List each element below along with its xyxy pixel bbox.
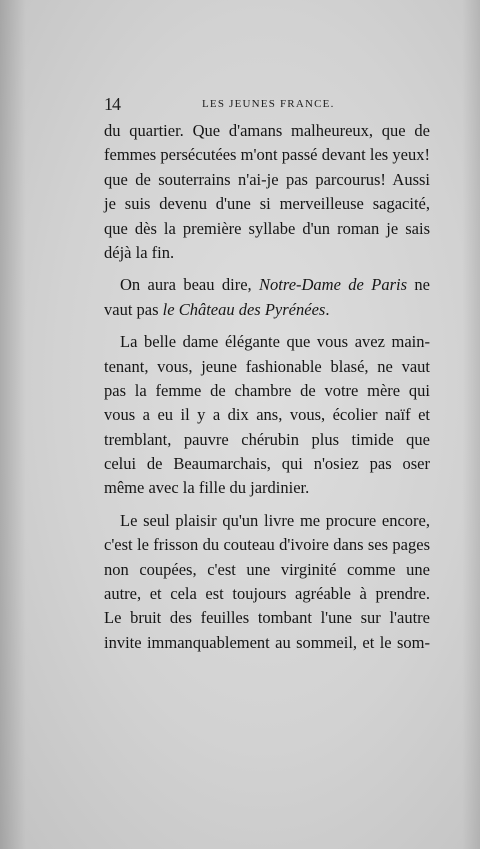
text-line: même avec la fille du jardinier. [104, 478, 310, 498]
text-line: déjà la fin. [104, 242, 175, 262]
paragraph-2 [104, 273, 430, 322]
binding-shadow [0, 0, 26, 849]
text-line [104, 298, 430, 322]
text-line: femmes persécutées m'ont passé devant les yeux! [104, 145, 430, 165]
text-line: tenant, vous, jeune fashionable blasé, ne vaut [104, 356, 430, 376]
book-title-chateau: le Château des Pyrénées [162, 299, 326, 319]
text-line [104, 273, 430, 297]
text-line: du quartier. Que d'amans malheureux, que de [104, 121, 430, 140]
book-title-notre-dame: Notre-Dame de Paris [259, 275, 408, 295]
page-number: 14 [104, 94, 120, 114]
paragraph-3 [104, 330, 430, 501]
text-line: c'est le frisson du couteau d'ivoire dans ses pages [104, 535, 430, 555]
text-line: celui de Beaumarchais, qui n'osiez pas oser [104, 454, 430, 474]
text-run: vaut pas [104, 299, 163, 319]
text-line: Le seul plaisir qu'un livre me procure encore, [120, 510, 430, 530]
paragraph-4 [104, 509, 430, 655]
text-line: que dès la première syllabe d'un roman je sais [104, 218, 430, 238]
text-run: ne [407, 275, 430, 295]
text-line: je suis devenu d'une si merveilleuse sagacité, [104, 194, 430, 214]
text-line: Le bruit des feuilles tombant l'une sur l'autre [104, 608, 430, 628]
running-title: LES JEUNES FRANCE. [202, 98, 335, 110]
paragraph-1 [104, 119, 430, 265]
text-line: que de souterrains n'ai-je pas parcourus! Aussi [104, 169, 430, 189]
text-run: On aura beau dire, [120, 275, 260, 295]
text-line: non coupées, c'est une virginité comme une [104, 559, 430, 579]
text-run: . [325, 299, 330, 319]
text-line: pas la femme de chambre de votre mère qui [104, 380, 430, 400]
text-line: autre, et cela est toujours agréable à prendre. [104, 584, 430, 604]
page-edge-shadow [462, 0, 480, 849]
text-line: invite immanquablement au sommeil, et le som- [104, 632, 430, 652]
body-text [104, 119, 430, 655]
text-line: La belle dame élégante que vous avez main- [120, 332, 430, 352]
text-line: tremblant, pauvre chérubin plus timide que [104, 429, 430, 449]
text-line: vous a eu il y a dix ans, vous, écolier naïf et [104, 405, 430, 425]
running-head [104, 94, 434, 114]
